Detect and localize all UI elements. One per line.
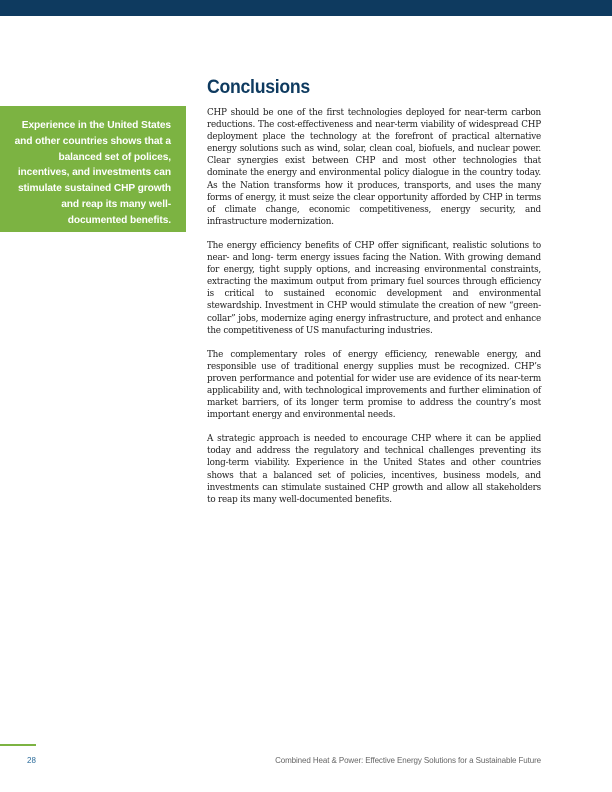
paragraph: The energy efficiency benefits of CHP offer significant, realistic solutions to near- and long- term energy issues facing the Nation. With growing demand for energy, tight supply options, and increasing environmental constraints, extracting the maximum output from primary fuel sources through efficiency is critical to sustained economic development and environmental stewardship. Investment in CHP would stimulate the creation of new “green-collar” jobs, modernize aging energy infrastructure, and protect and enhance the competitiveness of US manufacturing industries. bbox=[207, 240, 541, 336]
paragraph: CHP should be one of the first technologies deployed for near-term carbon reductions. The cost-effectiveness and near-term viability of widespread CHP deployment place the technology at the forefront of practical alternative energy solutions such as wind, solar, clean coal, biofuels, and nuclear power. Clear synergies exist between CHP and most other technologies that dominate the energy and environmental policy dialogue in the country today. As the Nation transforms how it produces, transports, and uses the many forms of energy, it must seize the clear opportunity afforded by CHP in terms of climate change, economic competitiveness, energy security, and infrastructure modernization. bbox=[207, 108, 541, 227]
footer-rule bbox=[0, 744, 36, 746]
paragraph: A strategic approach is needed to encourage CHP where it can be applied today and address the regulatory and technical challenges preventing its long-term viability. Experience in the United States and other countries shows that a balanced set of policies, incentives, business models, and investments can stimulate sustained CHP growth and allow all stakeholders to reap its many well-documented benefits. bbox=[207, 434, 541, 505]
pull-quote-text: Experience in the United States and other countries shows that a balanced set of polices, incentives, and investments can stimulate sustained CHP growth and reap its many well-documented benefits. bbox=[14, 120, 171, 226]
body-text bbox=[207, 107, 541, 518]
paragraph: The complementary roles of energy efficiency, renewable energy, and responsible use of traditional energy supplies must be recognized. CHP’s proven performance and potential for wider use are evidence of its near-term applicability and, with technological improvements and further elimination of market barriers, of its longer term promise to address the country’s most important energy and environmental needs. bbox=[207, 349, 541, 421]
pull-quote-callout bbox=[0, 106, 186, 232]
section-title: Conclusions bbox=[207, 77, 310, 98]
footer-title: Combined Heat & Power: Effective Energy Solutions for a Sustainable Future bbox=[275, 756, 541, 765]
page-number: 28 bbox=[27, 756, 36, 765]
header-band bbox=[0, 0, 612, 16]
